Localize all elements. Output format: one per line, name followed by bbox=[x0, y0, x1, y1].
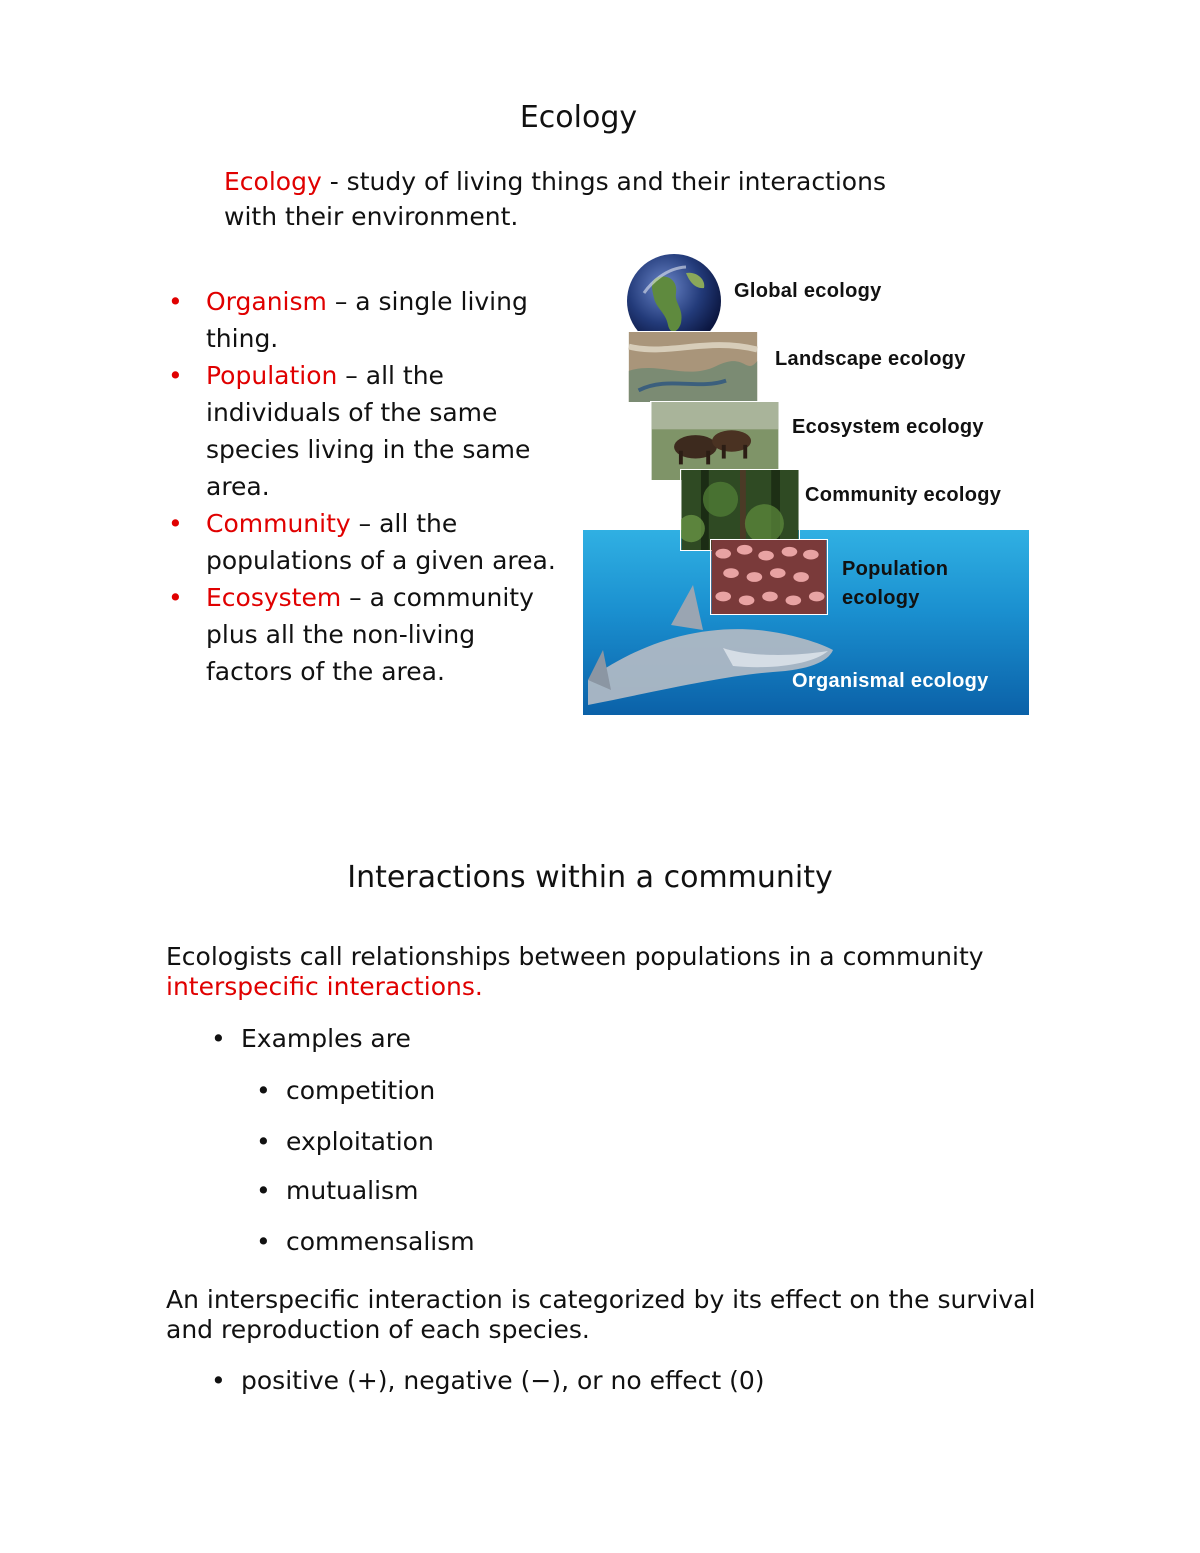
term-desc: – a single living thing. bbox=[206, 287, 528, 353]
categorization-paragraph bbox=[166, 1285, 1066, 1345]
population-image bbox=[710, 539, 828, 615]
example-item bbox=[256, 1176, 418, 1205]
para-line2: and reproduction of each species. bbox=[166, 1315, 590, 1344]
term-name: Organism bbox=[206, 287, 327, 316]
ecology-levels-figure bbox=[583, 253, 1029, 715]
definition-text-line2: with their environment. bbox=[224, 202, 519, 231]
bullet: • bbox=[256, 1176, 271, 1205]
bullet: • bbox=[168, 509, 183, 538]
ecology-definition bbox=[224, 164, 904, 234]
term-item-organism bbox=[168, 283, 568, 357]
para-line1: An interspecific interaction is categorized by its effect on the survival bbox=[166, 1285, 1036, 1314]
examples-label: Examples are bbox=[241, 1024, 411, 1053]
effects-item bbox=[211, 1366, 765, 1395]
examples-label-item bbox=[211, 1024, 411, 1053]
example-text: exploitation bbox=[286, 1127, 434, 1156]
bullet: • bbox=[256, 1227, 271, 1256]
example-text: mutualism bbox=[286, 1176, 419, 1205]
term-item-community bbox=[168, 505, 568, 579]
term-desc: – all the individuals of the same species living in the same area. bbox=[206, 361, 531, 501]
bullet: • bbox=[211, 1366, 226, 1395]
bullet: • bbox=[256, 1127, 271, 1156]
term-name: Population bbox=[206, 361, 338, 390]
example-text: competition bbox=[286, 1076, 436, 1105]
bullet: • bbox=[168, 583, 183, 612]
bullet: • bbox=[256, 1076, 271, 1105]
intro-line1: Ecologists call relationships between populations in a community bbox=[166, 942, 984, 971]
intro-highlight: interspecific interactions. bbox=[166, 972, 483, 1001]
label-community-ecology: Community ecology bbox=[805, 484, 1002, 506]
page-title: Ecology bbox=[519, 100, 638, 135]
term-list bbox=[168, 283, 568, 690]
example-item bbox=[256, 1127, 434, 1156]
label-population-line2: ecology bbox=[842, 587, 920, 609]
label-global-ecology: Global ecology bbox=[734, 280, 882, 302]
definition-term: Ecology bbox=[224, 167, 322, 196]
term-desc: – all the populations of a given area. bbox=[206, 509, 556, 575]
label-organismal-ecology: Organismal ecology bbox=[792, 670, 989, 692]
bullet: • bbox=[168, 287, 183, 316]
label-ecosystem-ecology: Ecosystem ecology bbox=[792, 416, 984, 438]
term-name: Ecosystem bbox=[206, 583, 342, 612]
landscape-image bbox=[627, 331, 759, 403]
example-item bbox=[256, 1227, 475, 1256]
example-text: commensalism bbox=[286, 1227, 475, 1256]
label-population-ecology bbox=[842, 555, 948, 613]
bullet: • bbox=[211, 1024, 226, 1053]
definition-text-line1: - study of living things and their interactions bbox=[321, 167, 886, 196]
section-title-interactions: Interactions within a community bbox=[347, 860, 833, 895]
term-item-ecosystem bbox=[168, 579, 568, 690]
bullet: • bbox=[168, 361, 183, 390]
term-item-population bbox=[168, 357, 568, 505]
label-population-line1: Population bbox=[842, 558, 949, 580]
term-name: Community bbox=[206, 509, 351, 538]
effects-text: positive (+), negative (−), or no effect (0) bbox=[241, 1366, 765, 1395]
intro-paragraph bbox=[166, 942, 1066, 1002]
term-desc: – a community plus all the non-living factors of the area. bbox=[206, 583, 534, 686]
label-landscape-ecology: Landscape ecology bbox=[775, 348, 966, 370]
example-item bbox=[256, 1076, 435, 1105]
